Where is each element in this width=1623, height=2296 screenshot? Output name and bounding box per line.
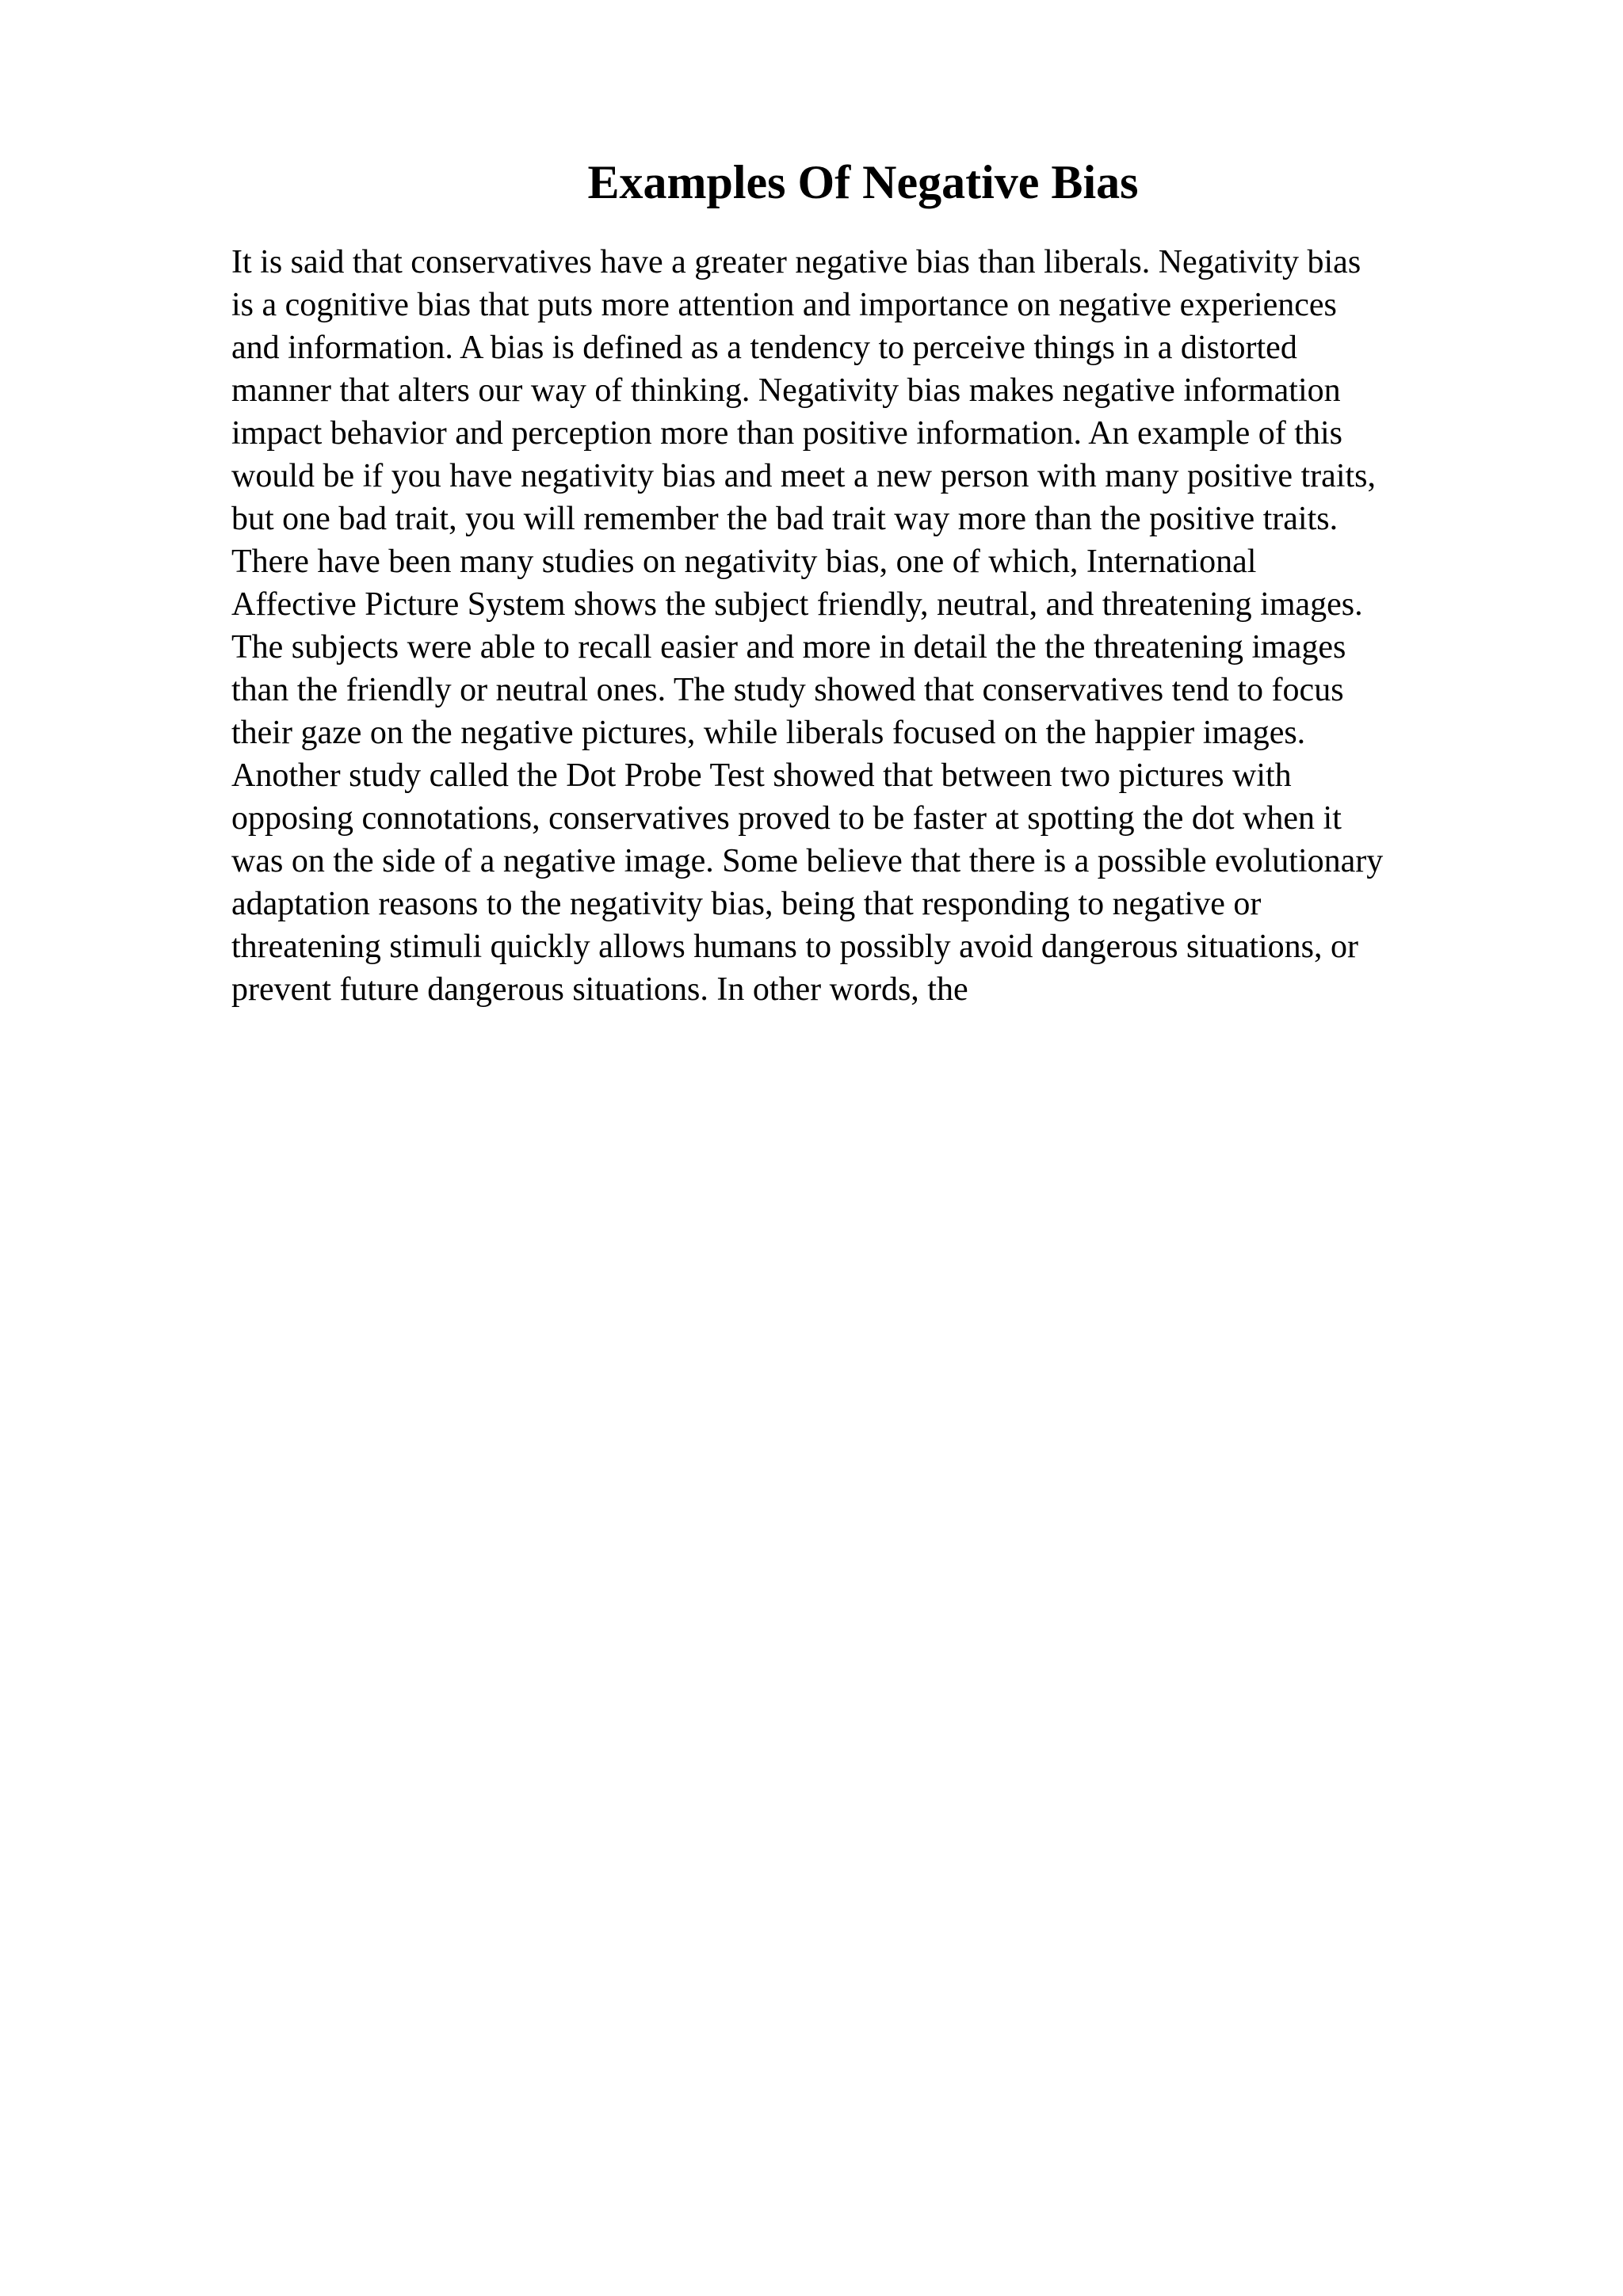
paragraph-line: threatening stimuli quickly allows humans to possibly avoid dangerous situations, or (231, 929, 1359, 965)
paragraph-line: prevent future dangerous situations. In other words, the (231, 971, 968, 1008)
paragraph-line: The subjects were able to recall easier and more in detail the the threatening images (231, 629, 1346, 666)
paragraph-line: Another study called the Dot Probe Test showed that between two pictures with (231, 757, 1292, 794)
paragraph-line: There have been many studies on negativity bias, one of which, International (231, 543, 1257, 580)
paragraph-line: and information. A bias is defined as a tendency to perceive things in a distorted (231, 330, 1297, 366)
paragraph-line: It is said that conservatives have a greater negative bias than liberals. Negativity bias (231, 244, 1361, 280)
paragraph-line: their gaze on the negative pictures, while liberals focused on the happier images. (231, 715, 1306, 751)
body-paragraph (231, 241, 1515, 1011)
paragraph-line: opposing connotations, conservatives proved to be faster at spotting the dot when it (231, 800, 1342, 837)
paragraph-line: was on the side of a negative image. Some believe that there is a possible evolutionary (231, 843, 1384, 879)
paragraph-line: Affective Picture System shows the subject friendly, neutral, and threatening images. (231, 586, 1363, 623)
paragraph-line: manner that alters our way of thinking. Negativity bias makes negative information (231, 372, 1341, 409)
paragraph-line: than the friendly or neutral ones. The study showed that conservatives tend to focus (231, 672, 1344, 708)
paragraph-line: is a cognitive bias that puts more attention and importance on negative experiences (231, 287, 1337, 323)
document-title: Examples Of Negative Bias (587, 156, 1139, 208)
paragraph-line: adaptation reasons to the negativity bias, being that responding to negative or (231, 886, 1262, 922)
paragraph-line: but one bad trait, you will remember the bad trait way more than the positive traits. (231, 501, 1338, 537)
paragraph-line: impact behavior and perception more than positive information. An example of this (231, 415, 1342, 452)
paragraph-line: would be if you have negativity bias and meet a new person with many positive traits, (231, 458, 1376, 494)
